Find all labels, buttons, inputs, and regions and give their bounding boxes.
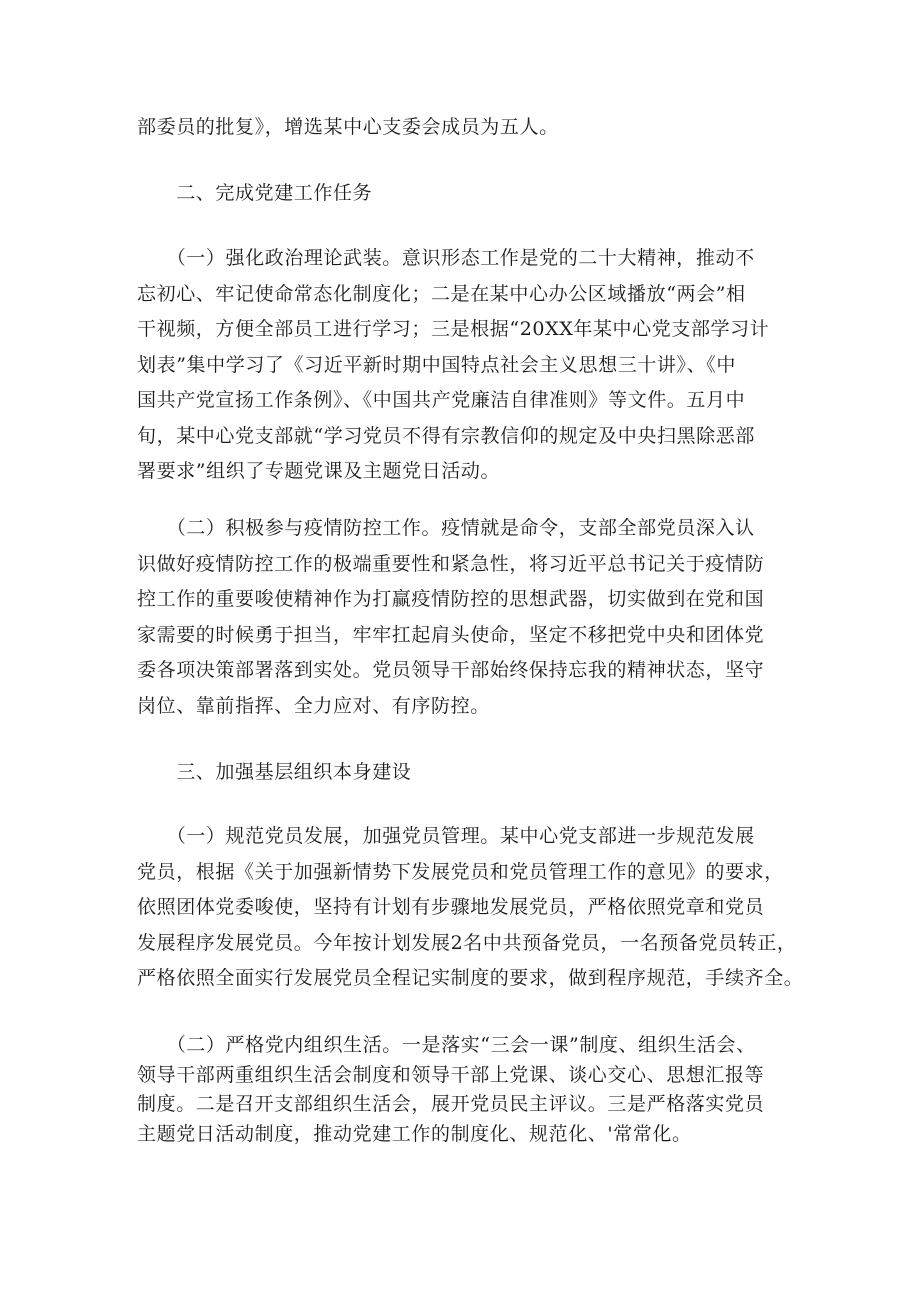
text-line: 旬，某中心党支部就“学习党员不得有宗教信仰的规定及中央扫黑除恶部 [137, 424, 755, 447]
text-line: （一）强化政治理论武装。意识形态工作是党的二十大精神，推动不 [137, 247, 755, 269]
text-line: （二）积极参与疫情防控工作。疫情就是命令，支部全部党员深入认 [137, 517, 755, 539]
text-line: 主题党日活动制度，推动党建工作的制度化、规范化、'常常化。 [137, 1122, 692, 1145]
text-line: 干视频，方便全部员工进行学习；三是根据“20XX年某中心党支部学习计 [137, 318, 770, 340]
section-heading-3 [137, 755, 797, 791]
heading-text: 二、完成党建工作任务 [137, 182, 373, 204]
paragraph-member-development [137, 819, 804, 997]
text-line: 严格依照全面实行发展党员全程记实制度的要求，做到程序规范，手续齐全。 [137, 967, 804, 989]
paragraph-organizational-life [137, 1031, 797, 1149]
text-line: （二）严格党内组织生活。一是落实“三会一课”制度、组织生活会、 [137, 1034, 756, 1056]
text-line: 家需要的时候勇于担当，牢牢扛起肩头使命，坚定不移把党中央和团体党 [137, 623, 765, 646]
text-line: 划表”集中学习了《习近平新时期中国特点社会主义思想三十讲》、《中 [137, 353, 736, 376]
text-line: 控工作的重要唆使精神作为打赢疫情防控的思想武器，切实做到在党和国 [137, 588, 765, 610]
text-line: 党员，根据《关于加强新情势下发展党员和党员管理工作的意见》的要求， [137, 860, 784, 883]
heading-text: 三、加强基层组织本身建设 [137, 761, 412, 783]
paragraph-political-theory [137, 241, 797, 490]
section-heading-2 [137, 176, 797, 212]
text-line: 署要求”组织了专题党课及主题党日活动。 [137, 460, 501, 482]
continuation-paragraph [137, 110, 797, 146]
text-line: （一）规范党员发展，加强党员管理。某中心党支部进一步规范发展 [137, 825, 755, 847]
paragraph-epidemic-control [137, 511, 797, 724]
text-line: 忘初心、牢记使命常态化制度化；二是在某中心办公区域播放“两会”相 [137, 282, 746, 305]
text-line: 领导干部两重组织生活会制度和领导干部上党课、谈心交心、思想汇报等 [137, 1063, 765, 1086]
text-line: 部委员的批复》，增选某中心支委会成员为五人。 [137, 116, 559, 138]
text-line: 发展程序发展党员。今年按计划发展2名中共预备党员，一名预备党员转正， [137, 931, 797, 954]
text-line: 委各项决策部署落到实处。党员领导干部始终保持忘我的精神状态，坚守 [137, 659, 765, 681]
text-line: 识做好疫情防控工作的极端重要性和紧急性，将习近平总书记关于疫情防 [137, 552, 765, 575]
text-line: 国共产党宣扬工作条例》、《中国共产党廉洁自律准则》等文件。五月中 [137, 389, 746, 411]
text-line: 岗位、靠前指挥、全力应对、有序防控。 [137, 694, 490, 717]
text-line: 制度。二是召开支部组织生活会，展开党员民主评议。三是严格落实党员 [137, 1093, 765, 1115]
text-line: 依照团体党委唆使，坚持有计划有步骤地发展党员，严格依照党章和党员 [137, 896, 765, 918]
